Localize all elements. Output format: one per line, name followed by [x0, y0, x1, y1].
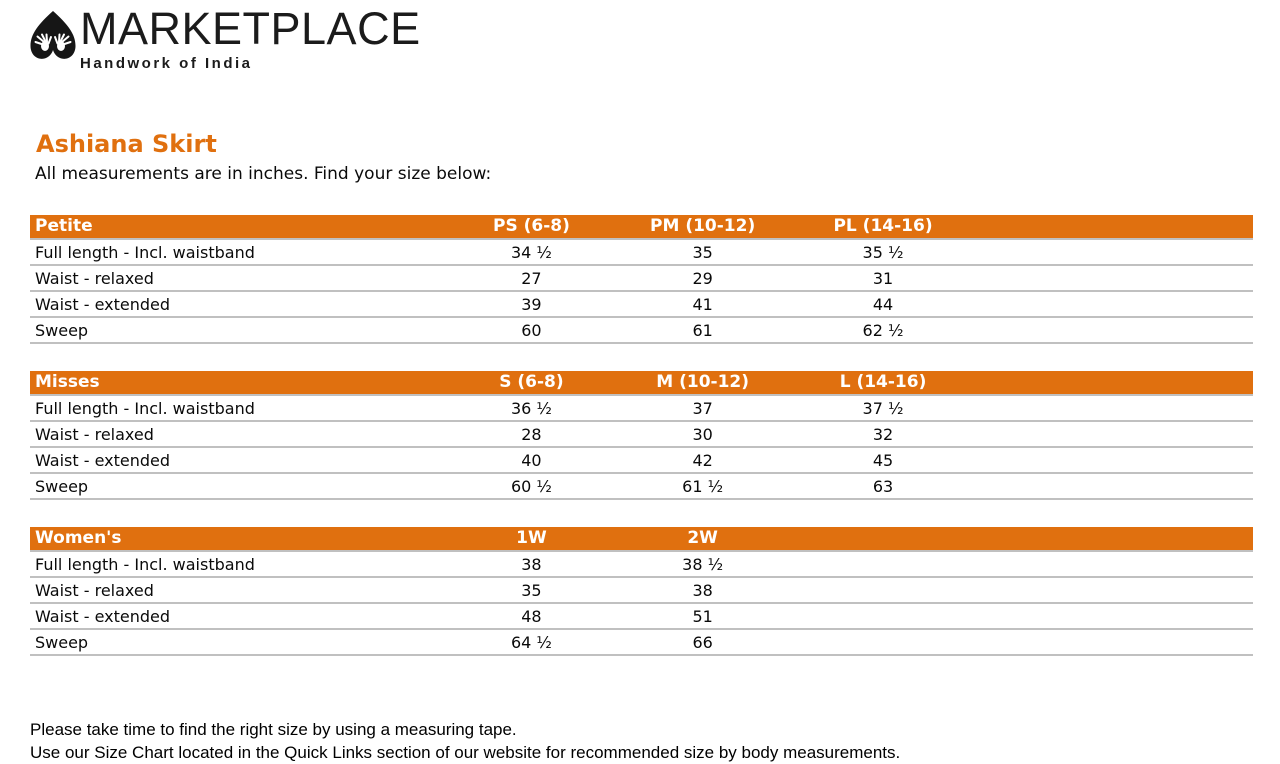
row-filler-cell: [978, 629, 1253, 655]
measurement-row: [30, 603, 1253, 629]
measurement-value: 41: [617, 291, 788, 317]
measurement-value: 32: [788, 421, 978, 447]
measurement-row: [30, 551, 1253, 577]
measurement-row: [30, 447, 1253, 473]
measurement-label: Sweep: [30, 629, 446, 655]
measurement-value: 61: [617, 317, 788, 343]
size-column-header: S (6-8): [446, 371, 617, 395]
measurement-value: 51: [617, 603, 788, 629]
measurement-label: Full length - Incl. waistband: [30, 551, 446, 577]
measurement-value: 37 ½: [788, 395, 978, 421]
measurement-value: 39: [446, 291, 617, 317]
measurement-label: Waist - extended: [30, 447, 446, 473]
size-column-header: 1W: [446, 527, 617, 551]
measurement-row: [30, 421, 1253, 447]
measurement-value: [788, 629, 978, 655]
measurement-value: 64 ½: [446, 629, 617, 655]
size-tables-container: [0, 215, 1280, 656]
header-filler-cell: [978, 215, 1253, 239]
size-column-header: PL (14-16): [788, 215, 978, 239]
measurement-value: 45: [788, 447, 978, 473]
measurement-value: 37: [617, 395, 788, 421]
size-table-misses: [30, 371, 1253, 500]
measurement-value: 66: [617, 629, 788, 655]
brand-name: MARKETPLACE: [80, 3, 421, 54]
size-table-header-row: [30, 527, 1253, 551]
measurement-value: 60 ½: [446, 473, 617, 499]
measurement-label: Full length - Incl. waistband: [30, 395, 446, 421]
row-filler-cell: [978, 551, 1253, 577]
brand-tagline: Handwork of India: [80, 55, 253, 72]
measurement-label: Sweep: [30, 473, 446, 499]
measurement-value: 31: [788, 265, 978, 291]
measurement-value: 63: [788, 473, 978, 499]
header-filler-cell: [978, 371, 1253, 395]
measurement-row: [30, 473, 1253, 499]
measurement-value: 44: [788, 291, 978, 317]
measurement-value: 42: [617, 447, 788, 473]
measurement-value: 38 ½: [617, 551, 788, 577]
row-filler-cell: [978, 577, 1253, 603]
measurement-label: Waist - extended: [30, 603, 446, 629]
footer-note-measuring-tape: Please take time to find the right size by using a measuring tape.: [30, 720, 517, 739]
size-column-header: M (10-12): [617, 371, 788, 395]
size-table-petite: [30, 215, 1253, 344]
brand-logo[interactable]: [28, 5, 428, 72]
measurement-row: [30, 395, 1253, 421]
measurement-label: Waist - extended: [30, 291, 446, 317]
size-group-header: Women's: [30, 527, 446, 551]
leaf-hands-icon: [28, 5, 78, 63]
measurement-row: [30, 265, 1253, 291]
measurement-value: 61 ½: [617, 473, 788, 499]
row-filler-cell: [978, 265, 1253, 291]
measurement-label: Sweep: [30, 317, 446, 343]
measurement-value: 36 ½: [446, 395, 617, 421]
measurement-row: [30, 317, 1253, 343]
measurement-value: 34 ½: [446, 239, 617, 265]
intro-text: All measurements are in inches. Find your size below:: [35, 164, 492, 184]
footer-notes: [30, 718, 1280, 764]
row-filler-cell: [978, 447, 1253, 473]
row-filler-cell: [978, 603, 1253, 629]
size-column-header: [788, 527, 978, 551]
row-filler-cell: [978, 421, 1253, 447]
size-table-header-row: [30, 215, 1253, 239]
product-title: Ashiana Skirt: [36, 130, 217, 158]
size-column-header: PM (10-12): [617, 215, 788, 239]
measurement-value: 62 ½: [788, 317, 978, 343]
size-column-header: 2W: [617, 527, 788, 551]
measurement-value: [788, 603, 978, 629]
measurement-value: [788, 577, 978, 603]
measurement-value: 30: [617, 421, 788, 447]
footer-note-size-chart: Use our Size Chart located in the Quick Links section of our website for recommended size by body measurements.: [30, 743, 901, 762]
measurement-row: [30, 291, 1253, 317]
size-group-header: Misses: [30, 371, 446, 395]
measurement-row: [30, 577, 1253, 603]
row-filler-cell: [978, 317, 1253, 343]
measurement-label: Waist - relaxed: [30, 265, 446, 291]
measurement-label: Waist - relaxed: [30, 577, 446, 603]
measurement-value: 60: [446, 317, 617, 343]
measurement-value: 27: [446, 265, 617, 291]
row-filler-cell: [978, 239, 1253, 265]
measurement-value: 35: [446, 577, 617, 603]
site-header: [0, 0, 1280, 72]
measurement-value: 29: [617, 265, 788, 291]
row-filler-cell: [978, 291, 1253, 317]
measurement-label: Waist - relaxed: [30, 421, 446, 447]
size-column-header: L (14-16): [788, 371, 978, 395]
measurement-value: 40: [446, 447, 617, 473]
measurement-value: 38: [617, 577, 788, 603]
measurement-value: 28: [446, 421, 617, 447]
size-chart-page: [0, 131, 1280, 764]
size-table-header-row: [30, 371, 1253, 395]
header-filler-cell: [978, 527, 1253, 551]
measurement-value: [788, 551, 978, 577]
row-filler-cell: [978, 395, 1253, 421]
size-table-womens: [30, 527, 1253, 656]
measurement-value: 35: [617, 239, 788, 265]
row-filler-cell: [978, 473, 1253, 499]
measurement-value: 48: [446, 603, 617, 629]
size-group-header: Petite: [30, 215, 446, 239]
measurement-row: [30, 629, 1253, 655]
size-column-header: PS (6-8): [446, 215, 617, 239]
logo-text: [80, 5, 421, 72]
measurement-value: 38: [446, 551, 617, 577]
measurement-label: Full length - Incl. waistband: [30, 239, 446, 265]
measurement-row: [30, 239, 1253, 265]
measurement-value: 35 ½: [788, 239, 978, 265]
